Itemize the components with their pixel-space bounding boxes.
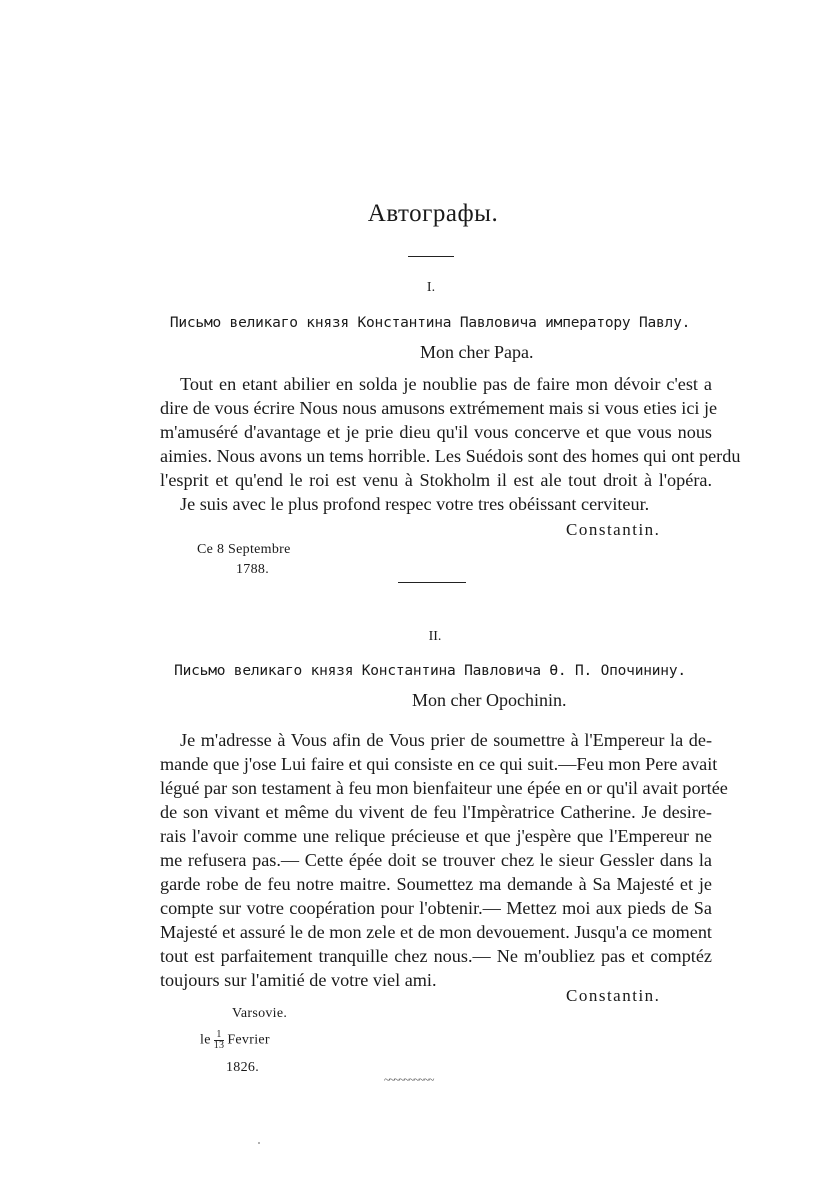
- letter-2-line: compte sur votre coopération pour l'obtenir.— Mettez moi aux pieds de Sa: [160, 898, 712, 918]
- letter-2-signature: Constantin.: [566, 986, 661, 1005]
- letter-2-line: garde robe de feu notre maitre. Soumettez ma demande à Sa Majesté et je: [160, 874, 712, 894]
- letter-2-date-day: [200, 1030, 270, 1051]
- letter-1-line: aimies. Nous avons un tems horrible. Les Suédois sont des homes qui ont perdu: [160, 446, 741, 466]
- letter-2-line: Je m'adresse à Vous afin de Vous prier de soumettre à l'Empereur la de-: [180, 730, 712, 750]
- date-month: Fevrier: [227, 1032, 270, 1048]
- letter-1-date-year: 1788.: [236, 562, 269, 577]
- closing-ornament: ~~~~~~~~~~: [384, 1074, 434, 1086]
- letter-2-line: me refusera pas.— Cette épée doit se trouver chez le sieur Gessler dans la: [160, 850, 712, 870]
- letter-2-line: toujours sur l'amitié de votre viel ami.: [160, 970, 437, 990]
- letter-1-date-day: Ce 8 Septembre: [197, 542, 291, 557]
- date-fraction-numerator: 1: [214, 1030, 225, 1041]
- letter-2-line: de son vivant et même du vivent de feu l'Impèratrice Catherine. Je desire-: [160, 802, 712, 822]
- title-rule: [408, 256, 454, 257]
- letter-2-line: mande que j'ose Lui faire et qui consiste en ce qui suit.—Feu mon Pere avait: [160, 754, 718, 774]
- letter-2-date-year: 1826.: [226, 1060, 259, 1075]
- letter-1-line: l'esprit et qu'end le roi est venu à Stokholm il est ale tout droit à l'opéra.: [160, 470, 712, 490]
- letter-1-salutation: Mon cher Papa.: [420, 342, 534, 362]
- letter-2-number: II.: [428, 629, 442, 644]
- letter-1-line: m'amuséré d'avantage et je prie dieu qu'il vous concerve et que vous nous: [160, 422, 712, 442]
- letter-2-line: tout est parfaitement tranquille chez nous.— Ne m'oubliez pas et comptéz: [160, 946, 712, 966]
- date-prefix: le: [200, 1032, 211, 1048]
- letter-1-signature: Constantin.: [566, 520, 661, 539]
- date-fraction: [214, 1030, 225, 1051]
- letter-1-line: dire de vous écrire Nous nous amusons extrémement mais si vous eties ici je: [160, 398, 718, 418]
- letter-1-heading: Письмо великаго князя Константина Павловича императору Павлу.: [169, 315, 691, 331]
- page-title: Автографы.: [367, 200, 499, 227]
- letter-2-line: légué par son testament à feu mon bienfaiteur une épée en or qu'il avait portée: [160, 778, 728, 798]
- letter-1-line: Je suis avec le plus profond respec votre tres obéissant cerviteur.: [180, 494, 650, 514]
- letter-2-line: rais l'avoir comme une relique précieuse et que j'espère que l'Empereur ne: [160, 826, 712, 846]
- letter-separator: [398, 582, 466, 583]
- letter-1-line: Tout en etant abilier en solda je noublie pas de faire mon dévoir c'est a: [180, 374, 712, 394]
- letter-2-salutation: Mon cher Opochinin.: [412, 690, 567, 710]
- paper-speck: [258, 1142, 260, 1144]
- letter-1-number: I.: [426, 280, 436, 295]
- letter-2-line: Majesté et assuré le de mon zele et de mon devouement. Jusqu'a ce moment: [160, 922, 712, 942]
- letter-2-heading: Письмо великаго князя Константина Павловича Ѳ. П. Опочинину.: [174, 663, 686, 679]
- letter-2-date-place: Varsovie.: [232, 1006, 288, 1021]
- date-fraction-denominator: 13: [213, 1040, 225, 1051]
